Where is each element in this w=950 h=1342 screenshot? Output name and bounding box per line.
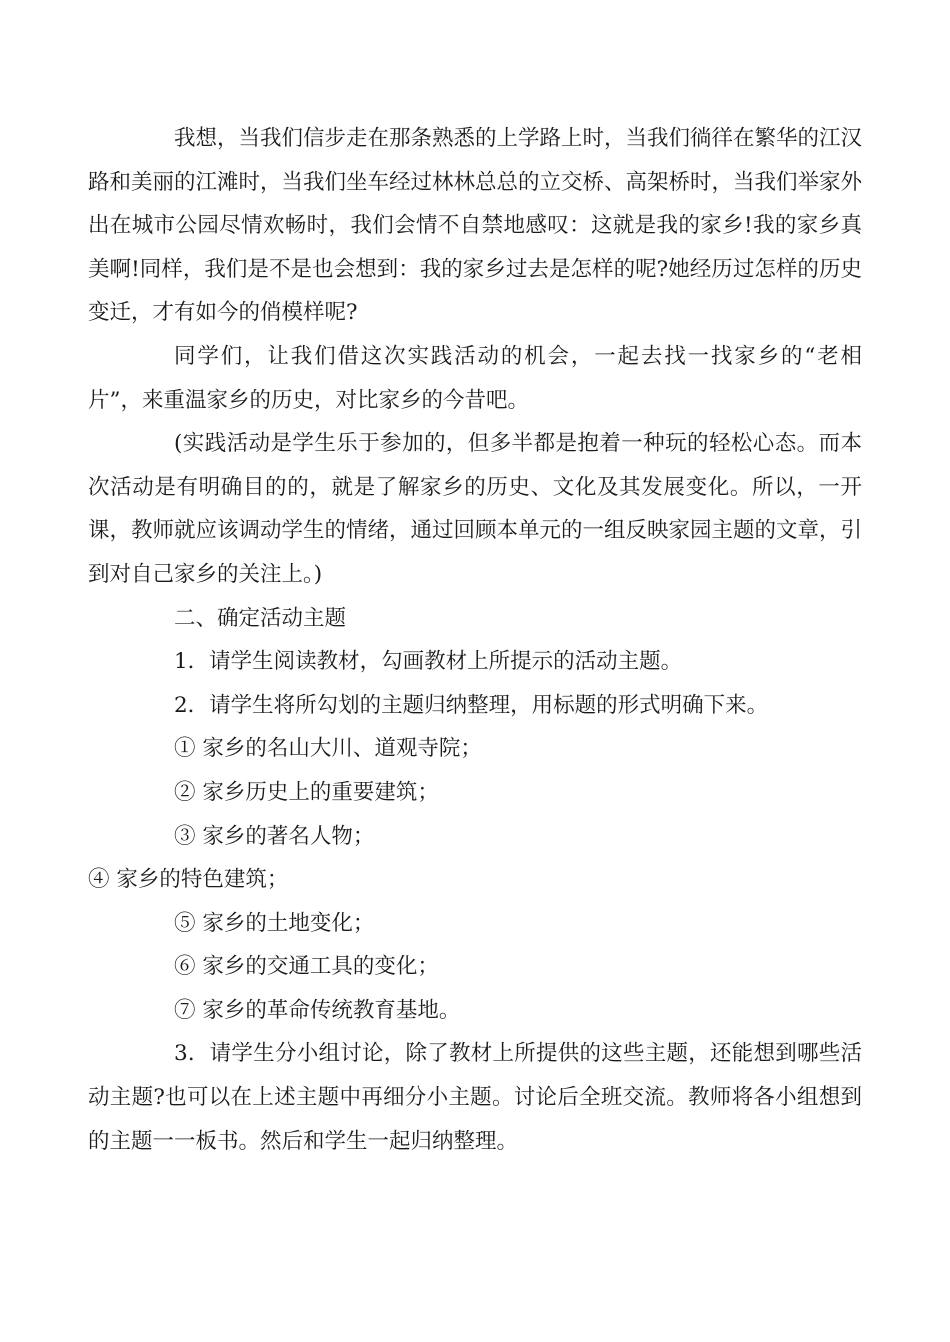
theme-item: ④ 家乡的特色建筑； (88, 867, 289, 893)
section-heading: 二、确定活动主题 (174, 605, 347, 631)
teacher-note-paragraph: (实践活动是学生乐于参加的，但多半都是抱着一种玩的轻松心态。而本次活动是有明确目的的，就是了解家乡的历史、文化及其发展变化。所以，一开课，教师就应该调动学生的情绪，通过回顾本单元的一组反映家园主题的文章，引到对自己家乡的关注上。) (88, 431, 863, 587)
theme-item: ② 家乡历史上的重要建筑； (174, 779, 439, 805)
discussion-paragraph: 3．请学生分小组讨论，除了教材上所提供的这些主题，还能想到哪些活动主题?也可以在上述主题中再细分小主题。讨论后全班交流。教师将各小组想到的主题一一板书。然后和学生一起归纳整理。 (88, 1041, 862, 1154)
theme-item: ③ 家乡的著名人物； (174, 823, 375, 849)
intro-paragraph: 我想，当我们信步走在那条熟悉的上学路上时，当我们徜徉在繁华的江汉路和美丽的江滩时，当我们坐车经过林林总总的立交桥、高架桥时，当我们举家外出在城市公园尽情欢畅时，我们会情不自禁地感叹：这就是我的家乡!我的家乡真美啊!同样，我们是不是也会想到：我的家乡过去是怎样的呢?她经历过怎样的历史变迁，才有如今的俏模样呢? (88, 126, 863, 326)
step-item: 2．请学生将所勾划的主题归纳整理，用标题的形式明确下来。 (174, 692, 769, 718)
theme-item: ⑦ 家乡的革命传统教育基地。 (174, 997, 461, 1023)
step-item: 1．请学生阅读教材，勾画教材上所提示的活动主题。 (174, 649, 683, 675)
theme-item: ⑤ 家乡的土地变化； (174, 910, 375, 936)
theme-item: ⑥ 家乡的交通工具的变化； (174, 954, 439, 980)
theme-item: ① 家乡的名山大川、道观寺院； (174, 736, 482, 762)
invitation-paragraph: 同学们，让我们借这次实践活动的机会，一起去找一找家乡的“老相片”，来重温家乡的历史，对比家乡的今昔吧。 (88, 343, 862, 413)
